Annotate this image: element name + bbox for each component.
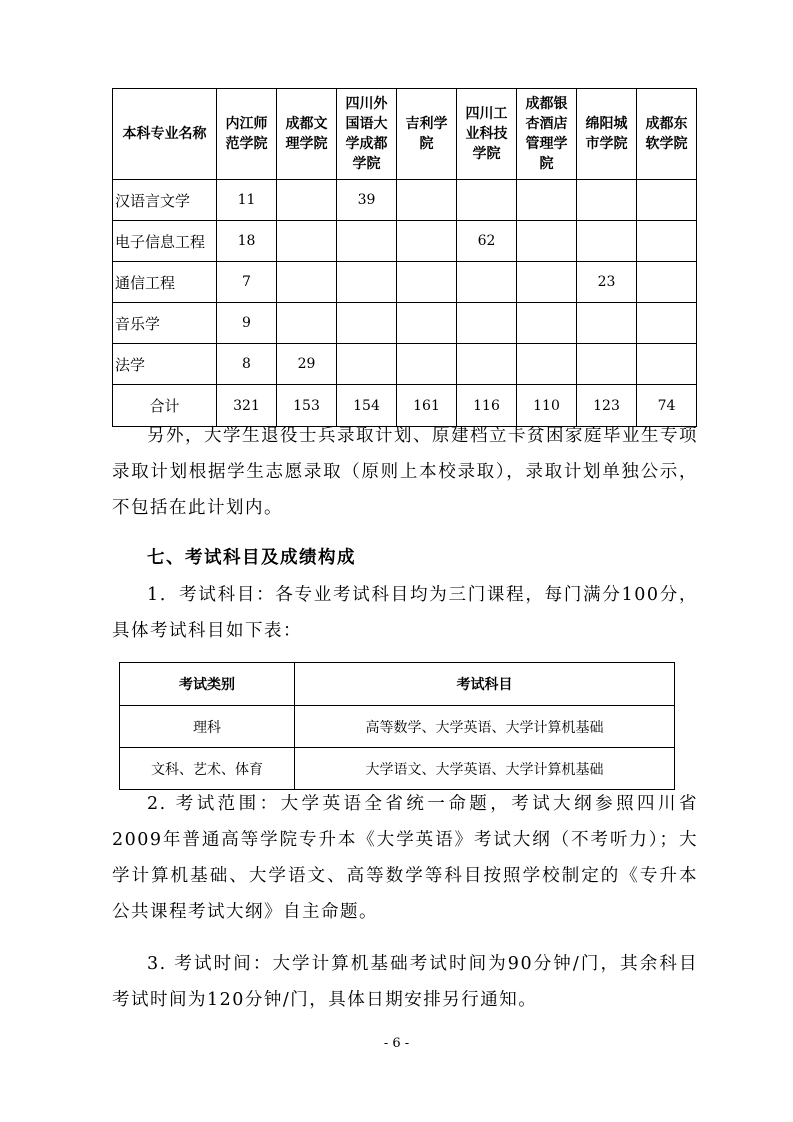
total-cell: 154 bbox=[337, 385, 397, 427]
exam-category-cell: 理科 bbox=[120, 706, 295, 748]
table-row bbox=[113, 303, 697, 344]
major-name-cell: 音乐学 bbox=[113, 303, 217, 344]
header-major-name: 本科专业名称 bbox=[113, 89, 217, 180]
major-name-cell: 通信工程 bbox=[113, 262, 217, 303]
quota-cell bbox=[457, 180, 517, 221]
quota-cell bbox=[577, 221, 637, 262]
quota-cell: 23 bbox=[577, 262, 637, 303]
quota-cell: 9 bbox=[217, 303, 277, 344]
quota-cell: 11 bbox=[217, 180, 277, 221]
quota-cell: 62 bbox=[457, 221, 517, 262]
header-college: 内江师范学院 bbox=[217, 89, 277, 180]
major-name-cell: 电子信息工程 bbox=[113, 221, 217, 262]
table-header-row bbox=[120, 663, 675, 706]
quota-cell: 29 bbox=[277, 344, 337, 385]
table-header-row bbox=[113, 89, 697, 180]
quota-cell bbox=[337, 344, 397, 385]
table-row bbox=[113, 262, 697, 303]
header-college: 绵阳城市学院 bbox=[577, 89, 637, 180]
table-row bbox=[113, 344, 697, 385]
paragraph-special-admission: 另外，大学生退役士兵录取计划、原建档立卡贫困家庭毕业生专项录取计划根据学生志愿录取（原则上本校录取），录取计划单独公示，不包括在此计划内。 bbox=[112, 426, 698, 518]
quota-cell bbox=[397, 303, 457, 344]
enrollment-quota-table bbox=[112, 88, 697, 427]
quota-cell bbox=[457, 303, 517, 344]
header-exam-subjects: 考试科目 bbox=[295, 663, 675, 706]
quota-cell bbox=[397, 221, 457, 262]
total-cell: 74 bbox=[637, 385, 697, 427]
exam-subjects-cell: 大学语文、大学英语、大学计算机基础 bbox=[295, 748, 675, 790]
quota-cell bbox=[397, 180, 457, 221]
quota-cell bbox=[637, 221, 697, 262]
total-cell: 110 bbox=[517, 385, 577, 427]
exam-subject-table bbox=[119, 662, 675, 790]
total-label-cell: 合计 bbox=[113, 385, 217, 427]
quota-cell bbox=[577, 303, 637, 344]
quota-cell bbox=[517, 221, 577, 262]
table-row bbox=[113, 221, 697, 262]
header-college: 四川外国语大学成都学院 bbox=[337, 89, 397, 180]
exam-category-cell: 文科、艺术、体育 bbox=[120, 748, 295, 790]
quota-cell bbox=[577, 344, 637, 385]
header-college: 成都银杏酒店管理学院 bbox=[517, 89, 577, 180]
quota-cell bbox=[577, 180, 637, 221]
header-college: 吉利学院 bbox=[397, 89, 457, 180]
major-name-cell: 汉语言文学 bbox=[113, 180, 217, 221]
total-cell: 116 bbox=[457, 385, 517, 427]
quota-cell bbox=[457, 262, 517, 303]
paragraph-exam-time: 3. 考试时间：大学计算机基础考试时间为90分钟/门，其余科目考试时间为120分钟/门，具体日期安排另行通知。 bbox=[112, 954, 698, 1010]
quota-cell bbox=[637, 262, 697, 303]
quota-cell: 18 bbox=[217, 221, 277, 262]
header-exam-category: 考试类别 bbox=[120, 663, 295, 706]
quota-cell bbox=[277, 180, 337, 221]
table-row bbox=[113, 180, 697, 221]
quota-cell bbox=[277, 221, 337, 262]
quota-cell bbox=[637, 303, 697, 344]
quota-cell bbox=[517, 180, 577, 221]
quota-cell bbox=[517, 344, 577, 385]
total-cell: 161 bbox=[397, 385, 457, 427]
header-college: 成都东软学院 bbox=[637, 89, 697, 180]
quota-cell bbox=[517, 303, 577, 344]
paragraph-exam-scope: 2. 考试范围：大学英语全省统一命题，考试大纲参照四川省2009年普通高等学院专升本《大学英语》考试大纲（不考听力）；大学计算机基础、大学语文、高等数学等科目按照学校制定的《专升本公共课程考试大纲》自主命题。 bbox=[112, 794, 698, 922]
quota-cell bbox=[277, 262, 337, 303]
quota-cell bbox=[277, 303, 337, 344]
quota-cell: 39 bbox=[337, 180, 397, 221]
quota-cell bbox=[337, 262, 397, 303]
quota-cell bbox=[457, 344, 517, 385]
quota-cell bbox=[637, 344, 697, 385]
table-row bbox=[120, 706, 675, 748]
quota-cell: 7 bbox=[217, 262, 277, 303]
paragraph-exam-subjects: 1．考试科目：各专业考试科目均为三门课程，每门满分100分，具体考试科目如下表： bbox=[112, 585, 698, 641]
quota-cell bbox=[337, 221, 397, 262]
header-college: 四川工业科技学院 bbox=[457, 89, 517, 180]
section-heading: 七、考试科目及成绩构成 bbox=[147, 548, 356, 568]
quota-cell bbox=[637, 180, 697, 221]
quota-cell bbox=[337, 303, 397, 344]
major-name-cell: 法学 bbox=[113, 344, 217, 385]
page-number: - 6 - bbox=[383, 1036, 410, 1051]
quota-cell bbox=[517, 262, 577, 303]
total-cell: 123 bbox=[577, 385, 637, 427]
exam-subjects-cell: 高等数学、大学英语、大学计算机基础 bbox=[295, 706, 675, 748]
total-cell: 321 bbox=[217, 385, 277, 427]
quota-cell: 8 bbox=[217, 344, 277, 385]
total-cell: 153 bbox=[277, 385, 337, 427]
quota-cell bbox=[397, 344, 457, 385]
header-college: 成都文理学院 bbox=[277, 89, 337, 180]
quota-cell bbox=[397, 262, 457, 303]
table-row bbox=[120, 748, 675, 790]
